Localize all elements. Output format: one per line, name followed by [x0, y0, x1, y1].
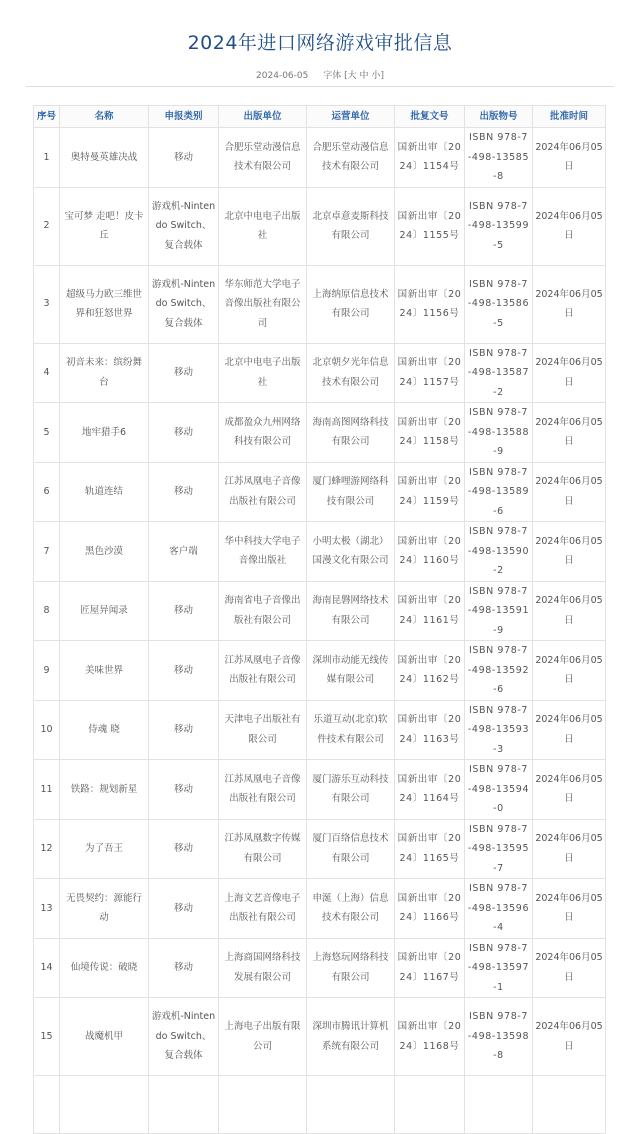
- cell-date: 2024年06月05日: [533, 879, 606, 939]
- table-row: [34, 522, 606, 582]
- cell-no: 4: [34, 343, 60, 403]
- cell-type: 游戏机-Nintendo Switch、复合载体: [149, 187, 219, 265]
- cell-name: 侍魂 晓: [60, 700, 149, 760]
- cell-no: 11: [34, 760, 60, 820]
- cell-operator: 厦门百络信息技术有限公司: [307, 819, 395, 879]
- cell-name: 无畏契约：源能行动: [60, 879, 149, 939]
- cell-name: 为了吾王: [60, 819, 149, 879]
- cell-doc-no: 国新出审〔2024〕1167号: [395, 938, 465, 998]
- column-header-doc-no: 批复文号: [395, 106, 465, 128]
- cell-isbn: ISBN 978-7-498-13588-9: [465, 403, 533, 463]
- cell-date: 2024年06月05日: [533, 581, 606, 641]
- column-header-isbn: 出版物号: [465, 106, 533, 128]
- cell-operator: 深圳市腾讯计算机系统有限公司: [307, 998, 395, 1076]
- cell-name: 铁路：规划新星: [60, 760, 149, 820]
- cell-no: 3: [34, 265, 60, 343]
- cell-no: 13: [34, 879, 60, 939]
- cell-no: 15: [34, 998, 60, 1076]
- cell-operator: 小明太极（湖北）国漫文化有限公司: [307, 522, 395, 582]
- cell-isbn: ISBN 978-7-498-13591-9: [465, 581, 533, 641]
- cell-type: 移动: [149, 819, 219, 879]
- table-row-partial: [34, 1076, 606, 1134]
- cell-isbn: ISBN 978-7-498-13586-5: [465, 265, 533, 343]
- cell-type: 移动: [149, 581, 219, 641]
- cell-type: 移动: [149, 938, 219, 998]
- cell-doc-no: 国新出审〔2024〕1155号: [395, 187, 465, 265]
- font-size-large-link[interactable]: 大: [347, 71, 357, 81]
- font-size-label: 字体: [323, 71, 342, 81]
- table-row: [34, 581, 606, 641]
- cell-operator: 合肥乐堂动漫信息技术有限公司: [307, 128, 395, 188]
- cell-publisher: 成都盈众九州网络科技有限公司: [219, 403, 307, 463]
- column-header-date: 批准时间: [533, 106, 606, 128]
- font-bracket-close: ]: [380, 71, 384, 81]
- cell-operator: 北京朝夕光年信息技术有限公司: [307, 343, 395, 403]
- cell-empty: [60, 1076, 149, 1134]
- column-header-publisher: 出版单位: [219, 106, 307, 128]
- table-row: [34, 128, 606, 188]
- cell-isbn: ISBN 978-7-498-13594-0: [465, 760, 533, 820]
- cell-publisher: 北京中电电子出版社: [219, 187, 307, 265]
- cell-no: 14: [34, 938, 60, 998]
- page-title: 2024年进口网络游戏审批信息: [187, 32, 453, 54]
- cell-type: 移动: [149, 760, 219, 820]
- cell-doc-no: 国新出审〔2024〕1158号: [395, 403, 465, 463]
- cell-type: 移动: [149, 403, 219, 463]
- cell-isbn: ISBN 978-7-498-13593-3: [465, 700, 533, 760]
- cell-publisher: 华东师范大学电子音像出版社有限公司: [219, 265, 307, 343]
- cell-no: 7: [34, 522, 60, 582]
- table-row: [34, 998, 606, 1076]
- cell-type: 游戏机-Nintendo Switch、复合载体: [149, 265, 219, 343]
- cell-doc-no: 国新出审〔2024〕1157号: [395, 343, 465, 403]
- cell-empty: [533, 1076, 606, 1134]
- cell-operator: 上海纳原信息技术有限公司: [307, 265, 395, 343]
- cell-publisher: 江苏凤凰数字传媒有限公司: [219, 819, 307, 879]
- cell-empty: [395, 1076, 465, 1134]
- approval-table: [33, 105, 606, 1134]
- cell-no: 12: [34, 819, 60, 879]
- cell-publisher: 上海电子出版有限公司: [219, 998, 307, 1076]
- cell-name: 宝可梦 走吧！皮卡丘: [60, 187, 149, 265]
- cell-operator: 乐道互动(北京)软件技术有限公司: [307, 700, 395, 760]
- article-meta: [0, 68, 640, 81]
- table-row: [34, 819, 606, 879]
- cell-type: 移动: [149, 462, 219, 522]
- cell-date: 2024年06月05日: [533, 343, 606, 403]
- cell-isbn: ISBN 978-7-498-13595-7: [465, 819, 533, 879]
- cell-no: 2: [34, 187, 60, 265]
- cell-doc-no: 国新出审〔2024〕1168号: [395, 998, 465, 1076]
- cell-doc-no: 国新出审〔2024〕1156号: [395, 265, 465, 343]
- cell-type: 客户端: [149, 522, 219, 582]
- cell-operator: 厦门蜂哩游网络科技有限公司: [307, 462, 395, 522]
- cell-no: 8: [34, 581, 60, 641]
- cell-publisher: 北京中电电子出版社: [219, 343, 307, 403]
- cell-publisher: 江苏凤凰电子音像出版社有限公司: [219, 760, 307, 820]
- cell-type: 移动: [149, 641, 219, 701]
- font-size-medium-link[interactable]: 中: [359, 71, 369, 81]
- cell-isbn: ISBN 978-7-498-13599-5: [465, 187, 533, 265]
- cell-date: 2024年06月05日: [533, 522, 606, 582]
- cell-date: 2024年06月05日: [533, 998, 606, 1076]
- cell-no: 9: [34, 641, 60, 701]
- cell-doc-no: 国新出审〔2024〕1162号: [395, 641, 465, 701]
- table-row: [34, 760, 606, 820]
- cell-operator: 海南昆磐网络技术有限公司: [307, 581, 395, 641]
- table-row: [34, 641, 606, 701]
- cell-type: 移动: [149, 128, 219, 188]
- cell-name: 地牢猎手6: [60, 403, 149, 463]
- cell-date: 2024年06月05日: [533, 700, 606, 760]
- font-size-small-link[interactable]: 小: [371, 71, 381, 81]
- cell-doc-no: 国新出审〔2024〕1163号: [395, 700, 465, 760]
- publish-date: 2024-06-05: [256, 71, 309, 81]
- cell-name: 匠屋异闻录: [60, 581, 149, 641]
- cell-empty: [465, 1076, 533, 1134]
- cell-date: 2024年06月05日: [533, 265, 606, 343]
- cell-date: 2024年06月05日: [533, 403, 606, 463]
- column-header-type: 申报类别: [149, 106, 219, 128]
- table-row: [34, 265, 606, 343]
- column-header-no: 序号: [34, 106, 60, 128]
- font-bracket-open: [: [344, 71, 348, 81]
- cell-publisher: 合肥乐堂动漫信息技术有限公司: [219, 128, 307, 188]
- cell-date: 2024年06月05日: [533, 938, 606, 998]
- cell-operator: 申涎（上海）信息技术有限公司: [307, 879, 395, 939]
- table-row: [34, 343, 606, 403]
- cell-name: 仙境传说：破晓: [60, 938, 149, 998]
- cell-date: 2024年06月05日: [533, 187, 606, 265]
- cell-isbn: ISBN 978-7-498-13598-8: [465, 998, 533, 1076]
- cell-publisher: 上海文艺音像电子出版社有限公司: [219, 879, 307, 939]
- cell-isbn: ISBN 978-7-498-13597-1: [465, 938, 533, 998]
- table-row: [34, 187, 606, 265]
- cell-empty: [307, 1076, 395, 1134]
- table-row: [34, 938, 606, 998]
- cell-date: 2024年06月05日: [533, 641, 606, 701]
- cell-isbn: ISBN 978-7-498-13587-2: [465, 343, 533, 403]
- cell-operator: 厦门游乐互动科技有限公司: [307, 760, 395, 820]
- cell-no: 10: [34, 700, 60, 760]
- cell-operator: 上海悠玩网络科技有限公司: [307, 938, 395, 998]
- cell-publisher: 上海商国网络科技发展有限公司: [219, 938, 307, 998]
- cell-empty: [149, 1076, 219, 1134]
- cell-type: 移动: [149, 343, 219, 403]
- cell-date: 2024年06月05日: [533, 819, 606, 879]
- header-divider: [26, 86, 614, 87]
- cell-no: 5: [34, 403, 60, 463]
- cell-type: 移动: [149, 879, 219, 939]
- cell-name: 黑色沙漠: [60, 522, 149, 582]
- cell-empty: [34, 1076, 60, 1134]
- cell-publisher: 海南省电子音像出版社有限公司: [219, 581, 307, 641]
- cell-publisher: 华中科技大学电子音像出版社: [219, 522, 307, 582]
- cell-isbn: ISBN 978-7-498-13592-6: [465, 641, 533, 701]
- table-header-row: [34, 106, 606, 128]
- cell-type: 移动: [149, 700, 219, 760]
- cell-doc-no: 国新出审〔2024〕1164号: [395, 760, 465, 820]
- cell-no: 1: [34, 128, 60, 188]
- cell-publisher: 江苏凤凰电子音像出版社有限公司: [219, 462, 307, 522]
- table-row: [34, 700, 606, 760]
- cell-date: 2024年06月05日: [533, 462, 606, 522]
- cell-isbn: ISBN 978-7-498-13590-2: [465, 522, 533, 582]
- cell-empty: [219, 1076, 307, 1134]
- table-row: [34, 879, 606, 939]
- table-row: [34, 462, 606, 522]
- cell-doc-no: 国新出审〔2024〕1161号: [395, 581, 465, 641]
- cell-operator: 北京卓意麦斯科技有限公司: [307, 187, 395, 265]
- cell-name: 轨道连结: [60, 462, 149, 522]
- column-header-operator: 运营单位: [307, 106, 395, 128]
- cell-date: 2024年06月05日: [533, 760, 606, 820]
- cell-publisher: 江苏凤凰电子音像出版社有限公司: [219, 641, 307, 701]
- cell-doc-no: 国新出审〔2024〕1160号: [395, 522, 465, 582]
- cell-date: 2024年06月05日: [533, 128, 606, 188]
- cell-name: 美味世界: [60, 641, 149, 701]
- cell-doc-no: 国新出审〔2024〕1166号: [395, 879, 465, 939]
- cell-name: 初音未来：缤纷舞台: [60, 343, 149, 403]
- cell-doc-no: 国新出审〔2024〕1154号: [395, 128, 465, 188]
- cell-doc-no: 国新出审〔2024〕1165号: [395, 819, 465, 879]
- cell-doc-no: 国新出审〔2024〕1159号: [395, 462, 465, 522]
- cell-name: 超级马力欧三维世界和狂怒世界: [60, 265, 149, 343]
- cell-publisher: 天津电子出版社有限公司: [219, 700, 307, 760]
- cell-type: 游戏机-Nintendo Switch、复合载体: [149, 998, 219, 1076]
- cell-operator: 深圳市动能无线传媒有限公司: [307, 641, 395, 701]
- cell-name: 奥特曼英雄决战: [60, 128, 149, 188]
- cell-no: 6: [34, 462, 60, 522]
- column-header-name: 名称: [60, 106, 149, 128]
- cell-name: 战魔机甲: [60, 998, 149, 1076]
- cell-isbn: ISBN 978-7-498-13596-4: [465, 879, 533, 939]
- cell-isbn: ISBN 978-7-498-13585-8: [465, 128, 533, 188]
- cell-operator: 海南高图网络科技有限公司: [307, 403, 395, 463]
- table-row: [34, 403, 606, 463]
- cell-isbn: ISBN 978-7-498-13589-6: [465, 462, 533, 522]
